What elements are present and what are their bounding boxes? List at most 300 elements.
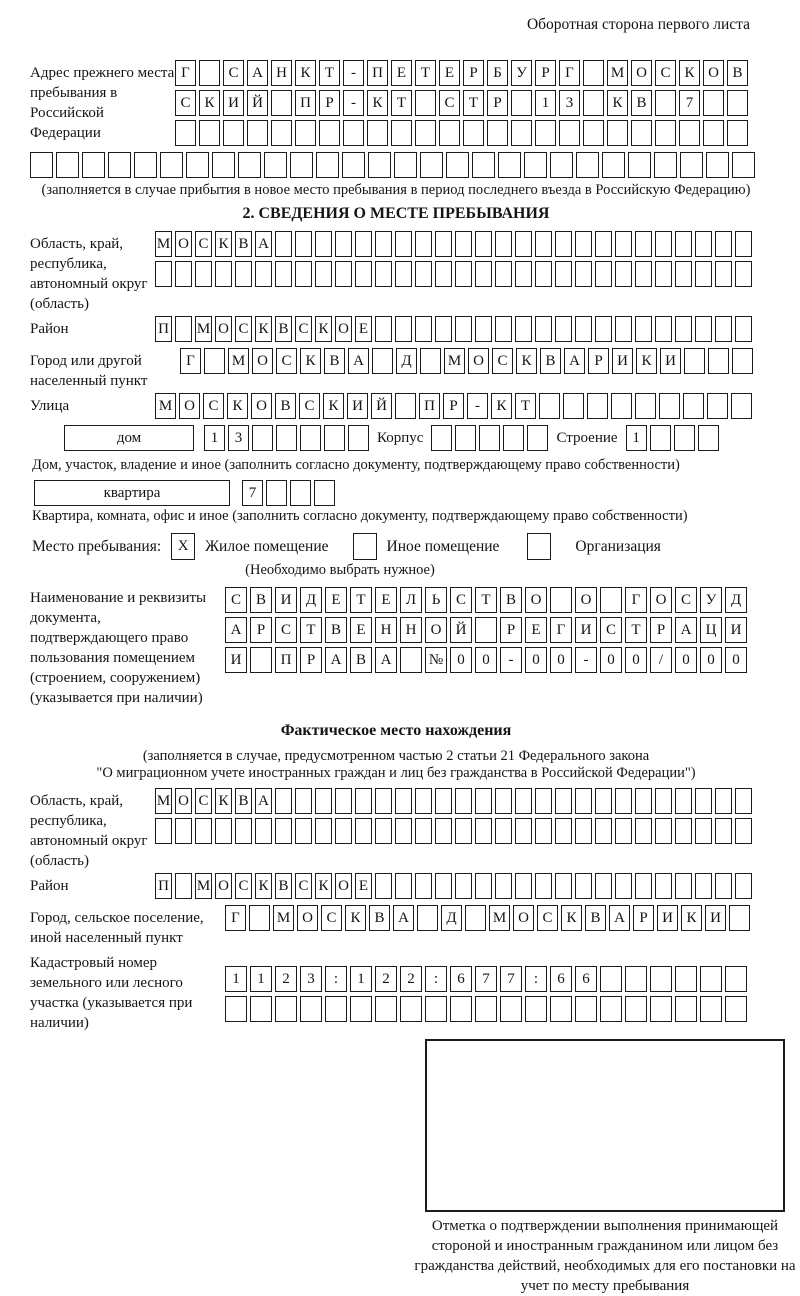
char-cell[interactable]: [625, 966, 647, 992]
char-cell[interactable]: [223, 120, 244, 146]
char-cell[interactable]: [615, 231, 632, 257]
char-cell[interactable]: [425, 996, 447, 1022]
char-cell[interactable]: [515, 788, 532, 814]
char-cell[interactable]: [575, 996, 597, 1022]
char-cell[interactable]: [715, 316, 732, 342]
char-cell[interactable]: [555, 316, 572, 342]
char-cell[interactable]: О: [650, 587, 672, 613]
char-cell[interactable]: [495, 231, 512, 257]
char-cell[interactable]: [600, 996, 622, 1022]
char-cell[interactable]: [680, 152, 703, 178]
char-cell[interactable]: К: [255, 316, 272, 342]
char-cell[interactable]: М: [195, 873, 212, 899]
char-cell[interactable]: Т: [515, 393, 536, 419]
char-cell[interactable]: [735, 316, 752, 342]
char-cell[interactable]: 7: [679, 90, 700, 116]
char-cell[interactable]: И: [660, 348, 681, 374]
char-cell[interactable]: [295, 231, 312, 257]
char-cell[interactable]: [674, 425, 695, 451]
char-cell[interactable]: В: [369, 905, 390, 931]
char-cell[interactable]: 2: [275, 966, 297, 992]
char-cell[interactable]: [583, 120, 604, 146]
char-cell[interactable]: [56, 152, 79, 178]
char-cell[interactable]: [550, 996, 572, 1022]
char-cell[interactable]: 0: [550, 647, 572, 673]
char-cell[interactable]: С: [450, 587, 472, 613]
char-cell[interactable]: [250, 647, 272, 673]
char-cell[interactable]: 0: [600, 647, 622, 673]
char-cell[interactable]: [535, 261, 552, 287]
char-cell[interactable]: 1: [250, 966, 272, 992]
char-cell[interactable]: [275, 788, 292, 814]
char-cell[interactable]: [415, 90, 436, 116]
char-cell[interactable]: [515, 316, 532, 342]
char-cell[interactable]: А: [393, 905, 414, 931]
char-cell[interactable]: [735, 873, 752, 899]
char-cell[interactable]: С: [655, 60, 676, 86]
char-cell[interactable]: [731, 393, 752, 419]
char-cell[interactable]: [475, 316, 492, 342]
char-cell[interactable]: Т: [319, 60, 340, 86]
char-cell[interactable]: [595, 316, 612, 342]
char-cell[interactable]: 7: [242, 480, 263, 506]
char-cell[interactable]: [575, 788, 592, 814]
char-cell[interactable]: [539, 393, 560, 419]
char-cell[interactable]: [631, 120, 652, 146]
char-cell[interactable]: И: [575, 617, 597, 643]
char-cell[interactable]: А: [375, 647, 397, 673]
char-cell[interactable]: 6: [450, 966, 472, 992]
char-cell[interactable]: Е: [375, 587, 397, 613]
char-cell[interactable]: [435, 231, 452, 257]
char-cell[interactable]: [675, 996, 697, 1022]
char-cell[interactable]: [611, 393, 632, 419]
char-cell[interactable]: [324, 425, 345, 451]
char-cell[interactable]: К: [315, 316, 332, 342]
char-cell[interactable]: [431, 425, 452, 451]
char-cell[interactable]: С: [299, 393, 320, 419]
char-cell[interactable]: Д: [725, 587, 747, 613]
char-cell[interactable]: [264, 152, 287, 178]
char-cell[interactable]: [316, 152, 339, 178]
char-cell[interactable]: О: [175, 231, 192, 257]
char-cell[interactable]: [635, 316, 652, 342]
char-cell[interactable]: Т: [350, 587, 372, 613]
char-cell[interactable]: [495, 316, 512, 342]
char-cell[interactable]: Р: [443, 393, 464, 419]
char-cell[interactable]: [475, 261, 492, 287]
char-cell[interactable]: [355, 788, 372, 814]
char-cell[interactable]: О: [215, 873, 232, 899]
char-cell[interactable]: [215, 261, 232, 287]
char-cell[interactable]: А: [564, 348, 585, 374]
char-cell[interactable]: [435, 818, 452, 844]
char-cell[interactable]: С: [223, 60, 244, 86]
char-cell[interactable]: [375, 996, 397, 1022]
char-cell[interactable]: [575, 261, 592, 287]
char-cell[interactable]: [375, 261, 392, 287]
char-cell[interactable]: [415, 261, 432, 287]
char-cell[interactable]: [435, 261, 452, 287]
char-cell[interactable]: [350, 996, 372, 1022]
char-cell[interactable]: [575, 316, 592, 342]
char-cell[interactable]: К: [367, 90, 388, 116]
char-cell[interactable]: А: [325, 647, 347, 673]
char-cell[interactable]: В: [235, 788, 252, 814]
char-cell[interactable]: [707, 393, 728, 419]
char-cell[interactable]: 0: [725, 647, 747, 673]
char-cell[interactable]: [595, 818, 612, 844]
char-cell[interactable]: О: [703, 60, 724, 86]
char-cell[interactable]: К: [679, 60, 700, 86]
char-cell[interactable]: [695, 818, 712, 844]
char-cell[interactable]: [535, 818, 552, 844]
char-cell[interactable]: -: [500, 647, 522, 673]
char-cell[interactable]: [698, 425, 719, 451]
char-cell[interactable]: Т: [300, 617, 322, 643]
char-cell[interactable]: К: [227, 393, 248, 419]
char-cell[interactable]: [435, 873, 452, 899]
char-cell[interactable]: [275, 818, 292, 844]
char-cell[interactable]: [732, 152, 755, 178]
char-cell[interactable]: [175, 261, 192, 287]
char-cell[interactable]: И: [725, 617, 747, 643]
char-cell[interactable]: В: [631, 90, 652, 116]
char-cell[interactable]: М: [273, 905, 294, 931]
char-cell[interactable]: [511, 120, 532, 146]
char-cell[interactable]: /: [650, 647, 672, 673]
char-cell[interactable]: [335, 231, 352, 257]
char-cell[interactable]: [600, 966, 622, 992]
char-cell[interactable]: К: [323, 393, 344, 419]
char-cell[interactable]: [635, 261, 652, 287]
char-cell[interactable]: [615, 818, 632, 844]
char-cell[interactable]: [335, 261, 352, 287]
char-cell[interactable]: [290, 480, 311, 506]
char-cell[interactable]: [295, 818, 312, 844]
char-cell[interactable]: Г: [625, 587, 647, 613]
char-cell[interactable]: В: [540, 348, 561, 374]
char-cell[interactable]: [708, 348, 729, 374]
char-cell[interactable]: [375, 231, 392, 257]
char-cell[interactable]: [555, 788, 572, 814]
char-cell[interactable]: [615, 788, 632, 814]
char-cell[interactable]: Б: [487, 60, 508, 86]
char-cell[interactable]: [255, 261, 272, 287]
char-cell[interactable]: К: [561, 905, 582, 931]
char-cell[interactable]: [420, 152, 443, 178]
char-cell[interactable]: 2: [375, 966, 397, 992]
char-cell[interactable]: [276, 425, 297, 451]
char-cell[interactable]: В: [250, 587, 272, 613]
char-cell[interactable]: [372, 348, 393, 374]
char-cell[interactable]: [559, 120, 580, 146]
char-cell[interactable]: А: [348, 348, 369, 374]
char-cell[interactable]: 3: [559, 90, 580, 116]
char-cell[interactable]: Е: [391, 60, 412, 86]
char-cell[interactable]: 1: [626, 425, 647, 451]
checkbox-other-premises[interactable]: [353, 533, 377, 560]
char-cell[interactable]: [635, 818, 652, 844]
char-cell[interactable]: [455, 818, 472, 844]
char-cell[interactable]: [615, 873, 632, 899]
char-cell[interactable]: [455, 788, 472, 814]
char-cell[interactable]: Т: [463, 90, 484, 116]
char-cell[interactable]: [375, 873, 392, 899]
char-cell[interactable]: И: [225, 647, 247, 673]
char-cell[interactable]: [155, 818, 172, 844]
char-cell[interactable]: [495, 873, 512, 899]
char-cell[interactable]: -: [467, 393, 488, 419]
char-cell[interactable]: 7: [475, 966, 497, 992]
char-cell[interactable]: [475, 788, 492, 814]
char-cell[interactable]: М: [444, 348, 465, 374]
char-cell[interactable]: Р: [633, 905, 654, 931]
char-cell[interactable]: :: [525, 966, 547, 992]
char-cell[interactable]: В: [727, 60, 748, 86]
char-cell[interactable]: 1: [350, 966, 372, 992]
char-cell[interactable]: Н: [375, 617, 397, 643]
char-cell[interactable]: Г: [225, 905, 246, 931]
char-cell[interactable]: И: [275, 587, 297, 613]
char-cell[interactable]: [515, 261, 532, 287]
char-cell[interactable]: [319, 120, 340, 146]
char-cell[interactable]: [655, 818, 672, 844]
char-cell[interactable]: [595, 261, 612, 287]
char-cell[interactable]: [195, 818, 212, 844]
char-cell[interactable]: [439, 120, 460, 146]
char-cell[interactable]: В: [275, 393, 296, 419]
char-cell[interactable]: [715, 788, 732, 814]
char-cell[interactable]: Г: [550, 617, 572, 643]
char-cell[interactable]: [655, 120, 676, 146]
char-cell[interactable]: О: [631, 60, 652, 86]
char-cell[interactable]: [732, 348, 753, 374]
char-cell[interactable]: [175, 873, 192, 899]
char-cell[interactable]: [703, 120, 724, 146]
char-cell[interactable]: [335, 818, 352, 844]
char-cell[interactable]: [475, 617, 497, 643]
char-cell[interactable]: [583, 60, 604, 86]
char-cell[interactable]: [706, 152, 729, 178]
char-cell[interactable]: [175, 818, 192, 844]
char-cell[interactable]: [683, 393, 704, 419]
char-cell[interactable]: [675, 818, 692, 844]
char-cell[interactable]: [550, 587, 572, 613]
char-cell[interactable]: К: [215, 788, 232, 814]
char-cell[interactable]: [395, 873, 412, 899]
char-cell[interactable]: [535, 873, 552, 899]
char-cell[interactable]: [675, 316, 692, 342]
char-cell[interactable]: [600, 587, 622, 613]
char-cell[interactable]: [82, 152, 105, 178]
char-cell[interactable]: А: [255, 788, 272, 814]
char-cell[interactable]: [650, 966, 672, 992]
char-cell[interactable]: [715, 873, 732, 899]
char-cell[interactable]: -: [575, 647, 597, 673]
char-cell[interactable]: [602, 152, 625, 178]
char-cell[interactable]: С: [235, 316, 252, 342]
char-cell[interactable]: [675, 231, 692, 257]
char-cell[interactable]: [715, 818, 732, 844]
char-cell[interactable]: Е: [355, 873, 372, 899]
char-cell[interactable]: [275, 231, 292, 257]
char-cell[interactable]: [607, 120, 628, 146]
char-cell[interactable]: Т: [475, 587, 497, 613]
char-cell[interactable]: -: [343, 90, 364, 116]
char-cell[interactable]: [659, 393, 680, 419]
char-cell[interactable]: 0: [450, 647, 472, 673]
char-cell[interactable]: В: [275, 316, 292, 342]
char-cell[interactable]: [679, 120, 700, 146]
char-cell[interactable]: И: [705, 905, 726, 931]
stamp-box[interactable]: [425, 1039, 785, 1212]
char-cell[interactable]: И: [612, 348, 633, 374]
char-cell[interactable]: [583, 90, 604, 116]
char-cell[interactable]: [524, 152, 547, 178]
char-cell[interactable]: [375, 316, 392, 342]
char-cell[interactable]: С: [203, 393, 224, 419]
char-cell[interactable]: 0: [525, 647, 547, 673]
char-cell[interactable]: К: [215, 231, 232, 257]
char-cell[interactable]: Ц: [700, 617, 722, 643]
char-cell[interactable]: [212, 152, 235, 178]
char-cell[interactable]: [695, 231, 712, 257]
char-cell[interactable]: [675, 788, 692, 814]
char-cell[interactable]: [535, 316, 552, 342]
char-cell[interactable]: [348, 425, 369, 451]
char-cell[interactable]: [455, 873, 472, 899]
char-cell[interactable]: [355, 231, 372, 257]
char-cell[interactable]: [295, 261, 312, 287]
char-cell[interactable]: [595, 231, 612, 257]
char-cell[interactable]: [335, 788, 352, 814]
char-cell[interactable]: П: [295, 90, 316, 116]
char-cell[interactable]: С: [225, 587, 247, 613]
char-cell[interactable]: [395, 231, 412, 257]
char-cell[interactable]: [525, 996, 547, 1022]
char-cell[interactable]: Ь: [425, 587, 447, 613]
char-cell[interactable]: О: [175, 788, 192, 814]
char-cell[interactable]: [727, 120, 748, 146]
char-cell[interactable]: К: [516, 348, 537, 374]
char-cell[interactable]: Р: [650, 617, 672, 643]
char-cell[interactable]: -: [343, 60, 364, 86]
char-cell[interactable]: Н: [400, 617, 422, 643]
char-cell[interactable]: [650, 425, 671, 451]
char-cell[interactable]: [615, 261, 632, 287]
char-cell[interactable]: [515, 873, 532, 899]
char-cell[interactable]: [576, 152, 599, 178]
char-cell[interactable]: 3: [228, 425, 249, 451]
char-cell[interactable]: [295, 788, 312, 814]
char-cell[interactable]: [695, 316, 712, 342]
char-cell[interactable]: [175, 120, 196, 146]
char-cell[interactable]: [314, 480, 335, 506]
char-cell[interactable]: К: [300, 348, 321, 374]
char-cell[interactable]: [475, 873, 492, 899]
char-cell[interactable]: В: [350, 647, 372, 673]
char-cell[interactable]: П: [367, 60, 388, 86]
char-cell[interactable]: [455, 261, 472, 287]
char-cell[interactable]: С: [675, 587, 697, 613]
char-cell[interactable]: [415, 231, 432, 257]
char-cell[interactable]: [199, 120, 220, 146]
char-cell[interactable]: [655, 90, 676, 116]
char-cell[interactable]: [695, 788, 712, 814]
char-cell[interactable]: [555, 873, 572, 899]
char-cell[interactable]: Л: [400, 587, 422, 613]
char-cell[interactable]: [238, 152, 261, 178]
char-cell[interactable]: :: [425, 966, 447, 992]
char-cell[interactable]: [615, 316, 632, 342]
char-cell[interactable]: [275, 996, 297, 1022]
char-cell[interactable]: Е: [525, 617, 547, 643]
char-cell[interactable]: В: [500, 587, 522, 613]
char-cell[interactable]: О: [297, 905, 318, 931]
char-cell[interactable]: В: [324, 348, 345, 374]
char-cell[interactable]: 0: [700, 647, 722, 673]
char-cell[interactable]: А: [609, 905, 630, 931]
char-cell[interactable]: [415, 316, 432, 342]
char-cell[interactable]: С: [175, 90, 196, 116]
char-cell[interactable]: [455, 316, 472, 342]
char-cell[interactable]: Р: [487, 90, 508, 116]
char-cell[interactable]: [134, 152, 157, 178]
char-cell[interactable]: [575, 818, 592, 844]
char-cell[interactable]: [595, 873, 612, 899]
char-cell[interactable]: [30, 152, 53, 178]
char-cell[interactable]: [479, 425, 500, 451]
char-cell[interactable]: И: [657, 905, 678, 931]
char-cell[interactable]: К: [607, 90, 628, 116]
char-cell[interactable]: [300, 425, 321, 451]
char-cell[interactable]: [455, 231, 472, 257]
char-cell[interactable]: 0: [675, 647, 697, 673]
char-cell[interactable]: М: [195, 316, 212, 342]
char-cell[interactable]: [487, 120, 508, 146]
char-cell[interactable]: [535, 788, 552, 814]
char-cell[interactable]: [315, 818, 332, 844]
checkbox-residential[interactable]: X: [171, 533, 195, 560]
char-cell[interactable]: [367, 120, 388, 146]
char-cell[interactable]: К: [681, 905, 702, 931]
char-cell[interactable]: [695, 261, 712, 287]
char-cell[interactable]: [391, 120, 412, 146]
char-cell[interactable]: [735, 788, 752, 814]
char-cell[interactable]: Д: [441, 905, 462, 931]
char-cell[interactable]: М: [228, 348, 249, 374]
char-cell[interactable]: Т: [391, 90, 412, 116]
char-cell[interactable]: [395, 261, 412, 287]
char-cell[interactable]: И: [223, 90, 244, 116]
char-cell[interactable]: [703, 90, 724, 116]
char-cell[interactable]: 6: [550, 966, 572, 992]
char-cell[interactable]: [725, 966, 747, 992]
char-cell[interactable]: С: [195, 231, 212, 257]
char-cell[interactable]: 3: [300, 966, 322, 992]
char-cell[interactable]: С: [492, 348, 513, 374]
char-cell[interactable]: [515, 818, 532, 844]
char-cell[interactable]: [455, 425, 476, 451]
char-cell[interactable]: [417, 905, 438, 931]
char-cell[interactable]: [275, 261, 292, 287]
char-cell[interactable]: Р: [319, 90, 340, 116]
char-cell[interactable]: [511, 90, 532, 116]
char-cell[interactable]: К: [255, 873, 272, 899]
char-cell[interactable]: Й: [371, 393, 392, 419]
char-cell[interactable]: Е: [350, 617, 372, 643]
